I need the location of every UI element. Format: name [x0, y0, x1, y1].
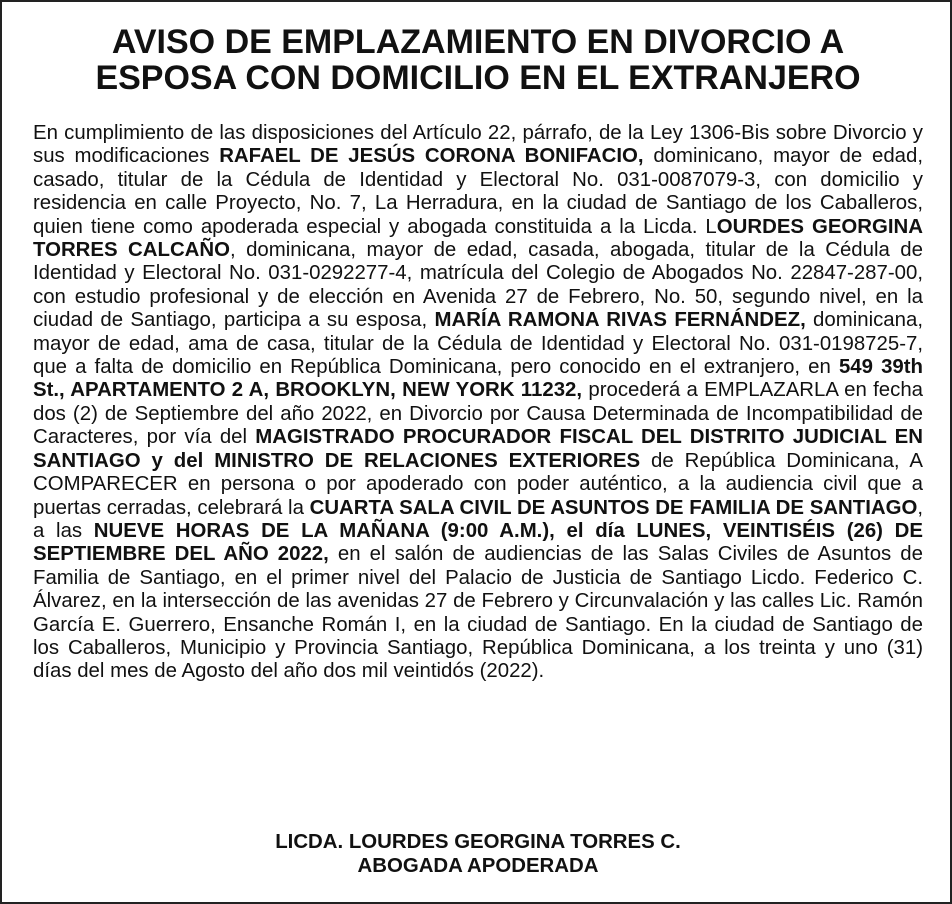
respondent-name: MARÍA RAMONA RIVAS FERNÁNDEZ,: [434, 309, 806, 332]
body-text: de República Dominicana, A COMPARECER en persona o por apoderado con poder auténtico, a la audiencia civil que a puertas cerradas, celebrará la: [33, 449, 923, 519]
title-line-1: AVISO DE EMPLAZAMIENTO EN DIVORCIO A: [111, 23, 845, 61]
attorney-name: OURDES GEORGINA TORRES CALCAÑO: [33, 215, 923, 262]
court-name: CUARTA SALA CIVIL DE ASUNTOS DE FAMILIA DE SANTIAGO: [309, 496, 918, 519]
body-text: , dominicana, mayor de edad, casada, abogada, titular de la Cédula de Identidad y Electoral No. 031-0292277-4, matrícula del Colegio de Abogados No. 22847-287-00, con estudio profesional y de elección en Avenida 27 de Febrero, No. 50, segundo nivel, en la ciudad de Santiago, participa a su esposa,: [33, 239, 923, 332]
notice-body: [33, 122, 923, 684]
petitioner-name: RAFAEL DE JESÚS CORONA BONIFACIO,: [219, 145, 644, 168]
body-text: , a las: [33, 496, 923, 542]
notice-title: [22, 24, 934, 96]
title-line-2: ESPOSA CON DOMICILIO EN EL EXTRANJERO: [95, 59, 861, 97]
body-text: dominicano, mayor de edad, casado, titular de la Cédula de Identidad y Electoral No. 031-0087079-3, con domicilio y residencia en calle Proyecto, No. 7, La Herradura, en la ciudad de Santiago de los Caballeros, quien tiene como apoderada especial y abogada constituida a la Licda. L: [33, 145, 924, 238]
signature-role: ABOGADA APODERADA: [357, 855, 599, 877]
body-text: en el salón de audiencias de las Salas Civiles de Asuntos de Familia de Santiago, en el primer nivel del Palacio de Justicia de Santiago Licdo. Federico C. Álvarez, en la intersección de las avenidas 27 de Febrero y Circunvalación y las calles Lic. Ramón García E. Guerrero, Ensanche Román I, en la ciudad de Santiago. En la ciudad de Santiago de los Caballeros, Municipio y Provincia Santiago, República Dominicana, a los treinta y uno (31) días del mes de Agosto del año dos mil veintidós (2022).: [33, 543, 923, 683]
body-text: En cumplimiento de las disposiciones del Artículo 22, párrafo, de la Ley 1306-Bis sobre Divorcio y sus modificaciones: [33, 122, 923, 168]
foreign-address: 549 39th St., APARTAMENTO 2 A, BROOKLYN, NEW YORK 11232,: [33, 356, 923, 402]
signature-name: LICDA. LOURDES GEORGINA TORRES C.: [275, 831, 681, 853]
body-text: dominicana, mayor de edad, ama de casa, titular de la Cédula de Identidad y Electoral No. 031-0198725-7, que a falta de domicilio en República Dominicana, pero conocido en el extranjero, en: [33, 309, 923, 379]
hearing-datetime: NUEVE HORAS DE LA MAÑANA (9:00 A.M.), el día LUNES, VEINTISÉIS (26) DE SEPTIEMBRE DEL AÑO 2022,: [33, 519, 923, 566]
authorities: MAGISTRADO PROCURADOR FISCAL DEL DISTRITO JUDICIAL EN SANTIAGO y del MINISTRO DE RELACIONES EXTERIORES: [33, 426, 923, 472]
body-text: procederá a EMPLAZARLA en fecha dos (2) de Septiembre del año 2022, en Divorcio por Causa Determinada de Incompatibilidad de Caracteres, por vía del: [33, 379, 924, 449]
signature-block: [22, 830, 934, 878]
